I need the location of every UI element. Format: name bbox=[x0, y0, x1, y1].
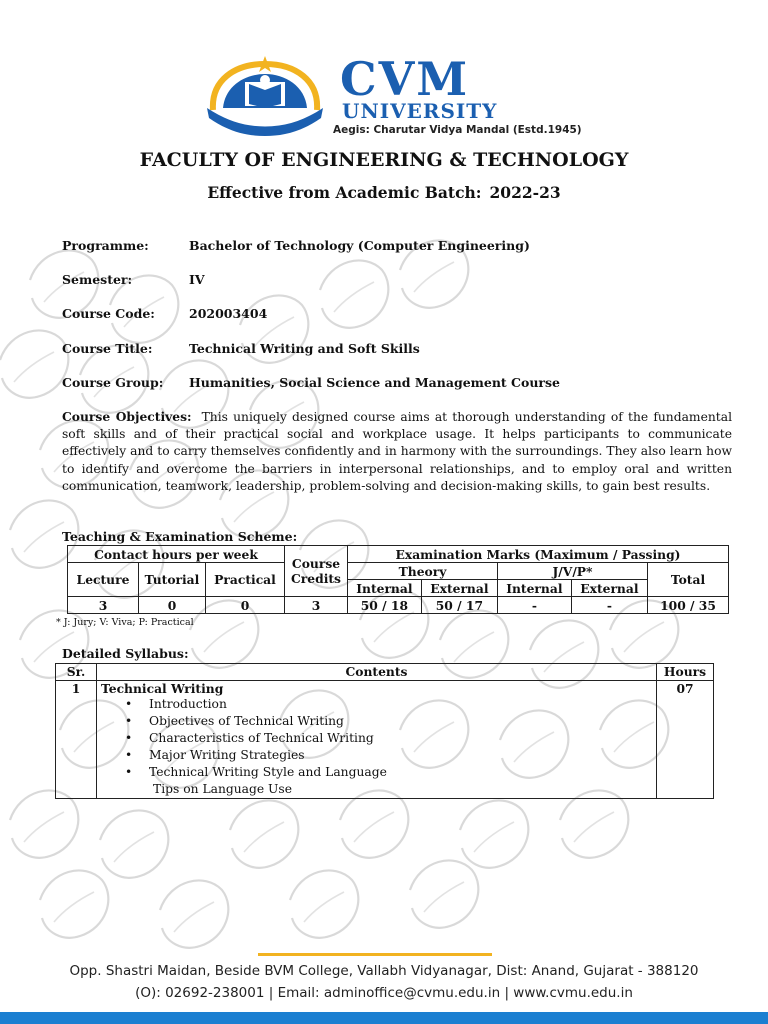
jvp-internal-value: - bbox=[497, 597, 571, 614]
table-row bbox=[56, 681, 714, 799]
jvp-internal-header: Internal bbox=[497, 580, 571, 597]
semester-value: IV bbox=[189, 272, 205, 287]
batch-value: 2022-23 bbox=[489, 183, 561, 202]
list-item: • Characteristics of Technical Writing bbox=[149, 730, 652, 747]
objectives-label: Course Objectives: bbox=[62, 409, 192, 424]
contents-header: Contents bbox=[97, 664, 657, 681]
list-item: • Technical Writing Style and Language bbox=[149, 764, 652, 781]
university-emblem-icon bbox=[205, 50, 325, 142]
course-group-label: Course Group: bbox=[62, 375, 164, 390]
contact-hours-header: Contact hours per week bbox=[68, 546, 285, 563]
tutorial-value: 0 bbox=[139, 597, 206, 614]
list-item: • Introduction bbox=[149, 696, 652, 713]
faculty-title: FACULTY OF ENGINEERING & TECHNOLOGY bbox=[139, 149, 629, 171]
course-code-value: 202003404 bbox=[189, 306, 268, 321]
batch-label: Effective from Academic Batch: bbox=[207, 183, 482, 202]
programme-label: Programme: bbox=[62, 238, 149, 253]
course-code-label: Course Code: bbox=[62, 306, 155, 321]
theory-header: Theory bbox=[348, 563, 498, 580]
logo-university: UNIVERSITY bbox=[342, 99, 498, 123]
footer-accent-line bbox=[258, 953, 492, 956]
course-title-value: Technical Writing and Soft Skills bbox=[189, 341, 420, 356]
academic-batch bbox=[0, 183, 768, 202]
syllabus-heading: Detailed Syllabus: bbox=[62, 646, 189, 661]
list-item-extra: Tips on Language Use bbox=[153, 782, 293, 796]
list-item: • Objectives of Technical Writing bbox=[149, 713, 652, 730]
footer-contact: (O): 02692-238001 | Email: adminoffice@cvmu.edu.in | www.cvmu.edu.in bbox=[135, 985, 633, 1001]
course-title-label: Course Title: bbox=[62, 341, 153, 356]
university-logo bbox=[205, 50, 582, 142]
lecture-value: 3 bbox=[68, 597, 139, 614]
total-header: Total bbox=[648, 563, 729, 597]
course-group-value: Humanities, Social Science and Management Course bbox=[189, 375, 560, 390]
theory-internal-value: 50 / 18 bbox=[348, 597, 422, 614]
course-credits-header: Course Credits bbox=[285, 546, 348, 597]
topic-list bbox=[101, 696, 652, 781]
hours-header: Hours bbox=[657, 664, 714, 681]
jvp-header: J/V/P* bbox=[497, 563, 647, 580]
footer-bar bbox=[0, 1012, 768, 1024]
row-hours: 07 bbox=[657, 681, 714, 799]
exam-marks-header: Examination Marks (Maximum / Passing) bbox=[348, 546, 729, 563]
semester-label: Semester: bbox=[62, 272, 133, 287]
theory-external-value: 50 / 17 bbox=[421, 597, 497, 614]
row-topic: Technical Writing bbox=[101, 681, 224, 696]
tutorial-header: Tutorial bbox=[139, 563, 206, 597]
course-objectives bbox=[62, 408, 732, 495]
jvp-external-value: - bbox=[571, 597, 647, 614]
row-contents bbox=[97, 681, 657, 799]
theory-internal-header: Internal bbox=[348, 580, 422, 597]
credits-value: 3 bbox=[285, 597, 348, 614]
programme-value: Bachelor of Technology (Computer Engineering) bbox=[189, 238, 530, 253]
syllabus-table bbox=[55, 663, 714, 799]
practical-header: Practical bbox=[206, 563, 285, 597]
jvp-external-header: External bbox=[571, 580, 647, 597]
lecture-header: Lecture bbox=[68, 563, 139, 597]
theory-external-header: External bbox=[421, 580, 497, 597]
scheme-heading: Teaching & Examination Scheme: bbox=[62, 529, 298, 544]
total-value: 100 / 35 bbox=[648, 597, 729, 614]
scheme-table bbox=[67, 545, 729, 614]
row-sr: 1 bbox=[56, 681, 97, 799]
list-item: • Major Writing Strategies bbox=[149, 747, 652, 764]
footer-address: Opp. Shastri Maidan, Beside BVM College, Vallabh Vidyanagar, Dist: Anand, Gujarat - 388120 bbox=[69, 963, 699, 979]
logo-name: CVM bbox=[340, 52, 470, 106]
scheme-note: * J: Jury; V: Viva; P: Practical bbox=[56, 617, 194, 628]
logo-aegis: Aegis: Charutar Vidya Mandal (Estd.1945) bbox=[333, 124, 582, 136]
practical-value: 0 bbox=[206, 597, 285, 614]
sr-header: Sr. bbox=[56, 664, 97, 681]
objectives-text: This uniquely designed course aims at thorough understanding of the fundamental soft skills and of their practical social and workplace usage. It helps participants to communicate effectively and to carry themselves confidently and in harmony with the surroundings. They also learn how to identify and overcome the barriers in interpersonal relationships, and to employ oral and written communication, teamwork, leadership, problem-solving and decision-making skills, to gain best results. bbox=[62, 410, 732, 493]
